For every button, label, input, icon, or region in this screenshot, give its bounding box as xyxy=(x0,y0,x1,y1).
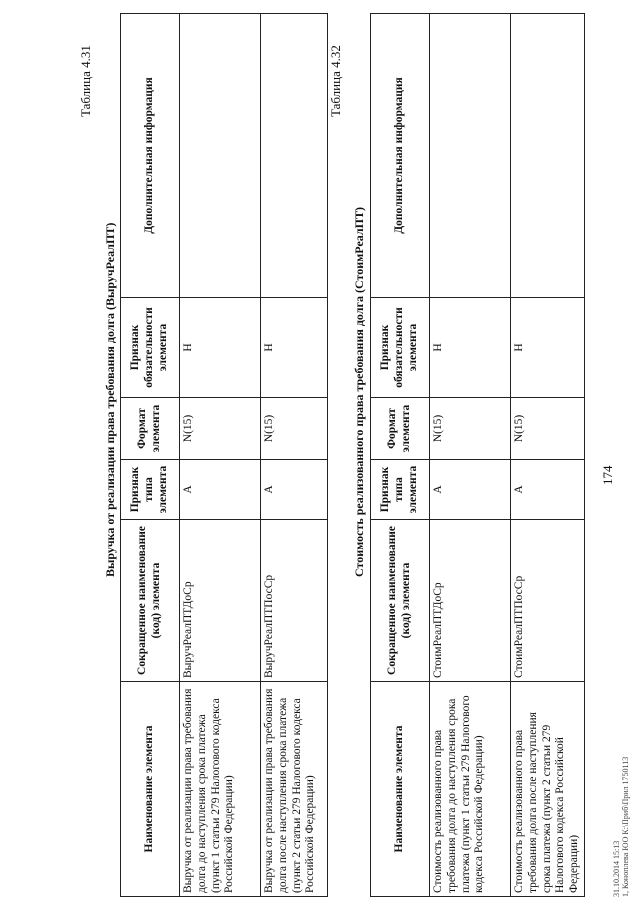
cell-info xyxy=(261,14,328,298)
cell-type: А xyxy=(180,460,261,520)
cell-format: N(15) xyxy=(430,398,511,460)
header-format: Формат элемента xyxy=(121,398,180,460)
cell-type: А xyxy=(261,460,328,520)
cell-format: N(15) xyxy=(261,398,328,460)
table-caption-4-32: Стоимость реализованного права требования долга (СтоимРеалПТ) xyxy=(352,207,366,577)
header-type: Признак типа элемента xyxy=(121,460,180,520)
table-row xyxy=(430,14,511,897)
header-code: Сокращенное наименование (код) элемента xyxy=(121,520,180,682)
header-info: Дополнительная информация xyxy=(371,14,430,298)
side-note-line-2: 1, Коноплева ЮО К:\Приб\Прил 1750113 xyxy=(621,756,631,897)
header-required: Признак обязательности элемента xyxy=(371,298,430,398)
cell-info xyxy=(511,14,585,298)
table-caption-4-31: Выручка от реализации права требования долга (ВыручРеалПТ) xyxy=(103,222,117,577)
table-row xyxy=(511,14,585,897)
header-required: Признак обязательности элемента xyxy=(121,298,180,398)
header-type: Признак типа элемента xyxy=(371,460,430,520)
table-row xyxy=(261,14,328,897)
cell-required: Н xyxy=(261,298,328,398)
cell-name: Стоимость реализованного права требования долга после наступления срока платежа (пункт 2 статьи 279 Налогового кодекса Российской Федерации) xyxy=(511,682,585,897)
cell-type: А xyxy=(511,460,585,520)
cell-name: Стоимость реализованного права требования долга до наступления срока платежа (пункт 1 статьи 279 Налогового кодекса Российской Федерации) xyxy=(430,682,511,897)
table-label-4-31: Таблица 4.31 xyxy=(78,45,93,117)
side-note-line-1: 31.10.2014 15:13 xyxy=(612,840,621,897)
header-format: Формат элемента xyxy=(371,398,430,460)
cell-code: СтоимРеалПТДоСр xyxy=(430,520,511,682)
cell-format: N(15) xyxy=(180,398,261,460)
cell-name: Выручка от реализации права требования долга после наступления срока платежа (пункт 2 статьи 279 Налогового кодекса Российской Федерации) xyxy=(261,682,328,897)
cell-info xyxy=(430,14,511,298)
header-name: Наименование элемента xyxy=(371,682,430,897)
cell-code: ВыручРеалПТДоСр xyxy=(180,520,261,682)
page-number: 174 xyxy=(600,465,615,485)
table-header-row xyxy=(121,14,180,897)
header-name: Наименование элемента xyxy=(121,682,180,897)
header-info: Дополнительная информация xyxy=(121,14,180,298)
cell-required: Н xyxy=(180,298,261,398)
cell-type: А xyxy=(430,460,511,520)
cell-required: Н xyxy=(430,298,511,398)
cell-required: Н xyxy=(511,298,585,398)
table-header-row xyxy=(371,14,430,897)
header-code: Сокращенное наименование (код) элемента xyxy=(371,520,430,682)
cell-info xyxy=(180,14,261,298)
side-note xyxy=(612,757,630,897)
cell-code: ВыручРеалПТПосСр xyxy=(261,520,328,682)
table-4-32 xyxy=(370,13,585,897)
table-label-4-32: Таблица 4.32 xyxy=(328,45,343,117)
cell-code: СтоимРеалПТПосСр xyxy=(511,520,585,682)
table-4-31 xyxy=(120,13,328,897)
cell-name: Выручка от реализации права требования долга до наступления срока платежа (пункт 1 статьи 279 Налогового кодекса Российской Федерации) xyxy=(180,682,261,897)
cell-format: N(15) xyxy=(511,398,585,460)
table-row xyxy=(180,14,261,897)
